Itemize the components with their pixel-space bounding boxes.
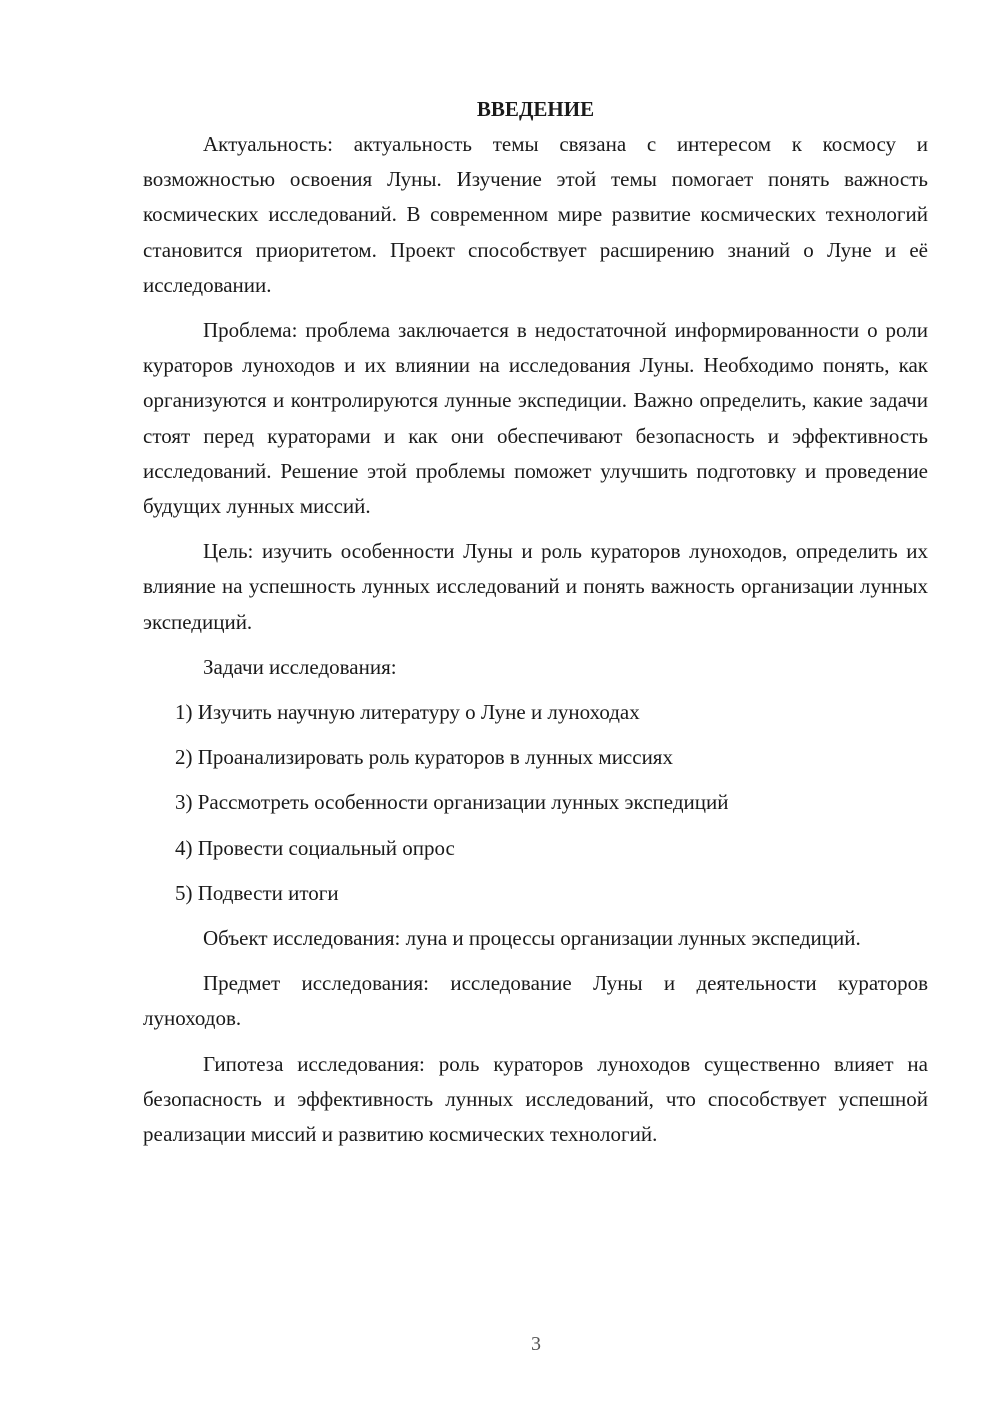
page-number: 3 — [531, 1333, 541, 1355]
relevance-paragraph: Актуальность: актуальность темы связана с интересом к космосу и возможностью освоения Луны. Изучение этой темы помогает понять важность космических исследований. В современном мире развитие космических технологий становится приоритетом. Проект способствует расширению знаний о Луне и её исследовании. — [143, 132, 928, 297]
task-item: 2) Проанализировать роль кураторов в лунных миссиях — [175, 745, 673, 770]
document-page — [143, 92, 928, 1162]
task-item: 5) Подвести итоги — [175, 880, 339, 905]
problem-paragraph: Проблема: проблема заключается в недостаточной информированности о роли кураторов луноходов и их влиянии на исследования Луны. Необходимо понять, как организуются и контролируются лунные экспедиции. Важно определить, какие задачи стоят перед кураторами и как они обеспечивают безопасность и эффективность исследований. Решение этой проблемы поможет улучшить подготовку и проведение будущих лунных миссий. — [143, 318, 928, 519]
subject-paragraph: Предмет исследования: исследование Луны и деятельности кураторов луноходов. — [143, 971, 928, 1031]
tasks-label: Задачи исследования: — [203, 654, 397, 679]
goal-paragraph: Цель: изучить особенности Луны и роль кураторов луноходов, определить их влияние на успешность лунных исследований и понять важность организации лунных экспедиций. — [143, 539, 928, 634]
tasks-list — [143, 695, 928, 911]
object-paragraph: Объект исследования: луна и процессы организации лунных экспедиций. — [203, 926, 861, 951]
hypothesis-paragraph: Гипотеза исследования: роль кураторов луноходов существенно влияет на безопасность и эффективность лунных исследований, что способствует успешной реализации миссий и развитию космических технологий. — [143, 1051, 928, 1147]
task-item: 1) Изучить научную литературу о Луне и луноходах — [175, 700, 640, 725]
task-item: 4) Провести социальный опрос — [175, 835, 455, 860]
section-title: ВВЕДЕНИЕ — [476, 97, 595, 121]
task-item: 3) Рассмотреть особенности организации лунных экспедиций — [175, 790, 729, 815]
